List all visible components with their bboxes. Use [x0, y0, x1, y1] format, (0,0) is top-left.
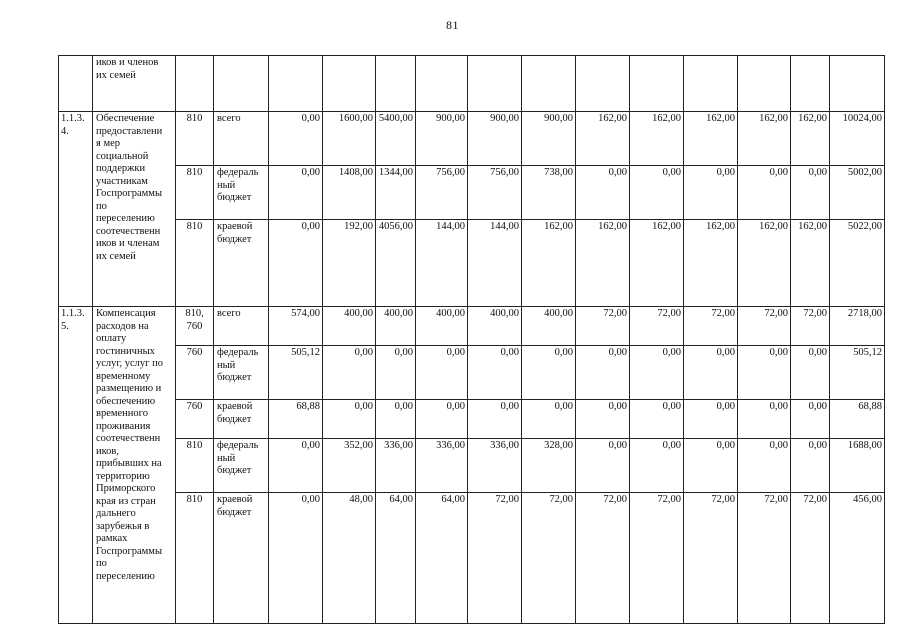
row-name: Компенсация расходов на оплату гостиничных услуг, услуг по временному размещению и обеспечению временного проживания соотечественн иков, прибывших на территорию Приморского края из стран дальнего зарубежья в рамках Госпрограммы по переселению: [93, 307, 176, 624]
value-cell: 162,00: [576, 112, 630, 166]
value-cell: 72,00: [684, 307, 738, 346]
value-cell: 162,00: [738, 220, 791, 307]
value-cell: 0,00: [269, 220, 323, 307]
row-name: Обеспечение предоставлени я мер социальной поддержки участникам Госпрограммы по переселению соотечественн иков и членам их семей: [93, 112, 176, 307]
value-cell: 574,00: [269, 307, 323, 346]
value-cell: [791, 56, 830, 112]
row-kbk: 810: [176, 166, 214, 220]
value-cell: 0,00: [576, 346, 630, 400]
value-cell: 0,00: [791, 439, 830, 493]
value-cell: [468, 56, 522, 112]
value-cell: 400,00: [522, 307, 576, 346]
value-cell: 72,00: [630, 493, 684, 624]
row-source: всего: [214, 112, 269, 166]
row-source: краевой бюджет: [214, 400, 269, 439]
value-cell: 0,00: [791, 346, 830, 400]
budget-table: [58, 55, 885, 624]
table-row: [59, 346, 885, 400]
table-row: [59, 112, 885, 166]
value-cell: 72,00: [684, 493, 738, 624]
value-cell: 72,00: [791, 493, 830, 624]
value-cell: 162,00: [791, 220, 830, 307]
value-cell: 336,00: [376, 439, 416, 493]
value-cell: 162,00: [576, 220, 630, 307]
value-cell: 1600,00: [323, 112, 376, 166]
value-cell: 0,00: [522, 400, 576, 439]
value-cell: 0,00: [468, 346, 522, 400]
value-cell: 0,00: [630, 166, 684, 220]
value-cell: [684, 56, 738, 112]
value-cell: 72,00: [791, 307, 830, 346]
value-cell: [830, 56, 885, 112]
value-cell: 0,00: [738, 346, 791, 400]
table-row: [59, 439, 885, 493]
value-cell: 0,00: [738, 439, 791, 493]
value-cell: 0,00: [576, 400, 630, 439]
table-row: [59, 56, 885, 112]
row-source: федераль ный бюджет: [214, 166, 269, 220]
value-cell: 336,00: [416, 439, 468, 493]
value-cell: 72,00: [576, 307, 630, 346]
table-row: [59, 307, 885, 346]
value-cell: 0,00: [269, 166, 323, 220]
value-cell: 162,00: [684, 220, 738, 307]
value-cell: 72,00: [522, 493, 576, 624]
row-kbk: 760: [176, 346, 214, 400]
value-cell: 0,00: [522, 346, 576, 400]
value-cell: 0,00: [376, 400, 416, 439]
value-cell: 162,00: [630, 112, 684, 166]
row-name: иков и членов их семей: [93, 56, 176, 112]
value-cell: 64,00: [376, 493, 416, 624]
row-kbk: 810: [176, 112, 214, 166]
value-cell: 0,00: [323, 346, 376, 400]
row-source: всего: [214, 307, 269, 346]
value-cell: 0,00: [630, 400, 684, 439]
value-cell: [630, 56, 684, 112]
value-cell: 72,00: [576, 493, 630, 624]
value-cell: 0,00: [416, 400, 468, 439]
value-cell: 72,00: [738, 493, 791, 624]
row-code: [59, 56, 93, 112]
value-cell: 0,00: [269, 439, 323, 493]
value-cell: 72,00: [738, 307, 791, 346]
value-cell: 0,00: [269, 493, 323, 624]
value-cell: 352,00: [323, 439, 376, 493]
value-cell: 64,00: [416, 493, 468, 624]
table-row: [59, 220, 885, 307]
value-cell: 0,00: [791, 166, 830, 220]
value-cell: 4056,00: [376, 220, 416, 307]
value-cell: 144,00: [416, 220, 468, 307]
row-kbk: 810: [176, 439, 214, 493]
value-cell: 756,00: [468, 166, 522, 220]
value-cell: 400,00: [416, 307, 468, 346]
value-cell: 0,00: [684, 400, 738, 439]
value-cell: 0,00: [630, 439, 684, 493]
value-cell: 400,00: [468, 307, 522, 346]
value-cell: 5400,00: [376, 112, 416, 166]
value-cell: 0,00: [416, 346, 468, 400]
value-cell: 738,00: [522, 166, 576, 220]
row-kbk: 760: [176, 400, 214, 439]
row-kbk: 810, 760: [176, 307, 214, 346]
value-cell: 900,00: [522, 112, 576, 166]
row-code: 1.1.3. 4.: [59, 112, 93, 307]
value-cell: 68,88: [269, 400, 323, 439]
value-cell: 0,00: [791, 400, 830, 439]
value-cell: 0,00: [269, 112, 323, 166]
value-cell: 0,00: [323, 400, 376, 439]
row-code: 1.1.3. 5.: [59, 307, 93, 624]
value-cell: 72,00: [468, 493, 522, 624]
value-cell: 505,12: [269, 346, 323, 400]
value-cell: 162,00: [522, 220, 576, 307]
value-cell: 328,00: [522, 439, 576, 493]
value-cell: 72,00: [630, 307, 684, 346]
row-source: [214, 56, 269, 112]
row-source: федераль ный бюджет: [214, 439, 269, 493]
value-cell: [576, 56, 630, 112]
value-cell: [269, 56, 323, 112]
value-cell: 336,00: [468, 439, 522, 493]
value-cell: 0,00: [630, 346, 684, 400]
value-cell: [323, 56, 376, 112]
value-cell: 505,12: [830, 346, 885, 400]
row-source: краевой бюджет: [214, 220, 269, 307]
table-row: [59, 166, 885, 220]
value-cell: 5002,00: [830, 166, 885, 220]
row-kbk: 810: [176, 220, 214, 307]
value-cell: 10024,00: [830, 112, 885, 166]
value-cell: 2718,00: [830, 307, 885, 346]
value-cell: 900,00: [468, 112, 522, 166]
value-cell: 5022,00: [830, 220, 885, 307]
value-cell: 162,00: [738, 112, 791, 166]
value-cell: 1408,00: [323, 166, 376, 220]
value-cell: 0,00: [738, 166, 791, 220]
row-source: федераль ный бюджет: [214, 346, 269, 400]
value-cell: 162,00: [791, 112, 830, 166]
row-source: краевой бюджет: [214, 493, 269, 624]
value-cell: 756,00: [416, 166, 468, 220]
value-cell: [416, 56, 468, 112]
table-row: [59, 493, 885, 624]
value-cell: 68,88: [830, 400, 885, 439]
value-cell: 48,00: [323, 493, 376, 624]
value-cell: 162,00: [630, 220, 684, 307]
value-cell: 1688,00: [830, 439, 885, 493]
value-cell: 0,00: [376, 346, 416, 400]
value-cell: 0,00: [684, 439, 738, 493]
value-cell: 0,00: [738, 400, 791, 439]
value-cell: 400,00: [323, 307, 376, 346]
value-cell: [522, 56, 576, 112]
value-cell: [738, 56, 791, 112]
value-cell: 192,00: [323, 220, 376, 307]
value-cell: 456,00: [830, 493, 885, 624]
value-cell: 0,00: [576, 439, 630, 493]
table-row: [59, 400, 885, 439]
value-cell: 0,00: [684, 166, 738, 220]
value-cell: [376, 56, 416, 112]
page-number: 81: [446, 18, 459, 32]
value-cell: 400,00: [376, 307, 416, 346]
value-cell: 0,00: [576, 166, 630, 220]
value-cell: 1344,00: [376, 166, 416, 220]
value-cell: 162,00: [684, 112, 738, 166]
row-kbk: [176, 56, 214, 112]
value-cell: 900,00: [416, 112, 468, 166]
value-cell: 0,00: [684, 346, 738, 400]
row-kbk: 810: [176, 493, 214, 624]
value-cell: 0,00: [468, 400, 522, 439]
value-cell: 144,00: [468, 220, 522, 307]
